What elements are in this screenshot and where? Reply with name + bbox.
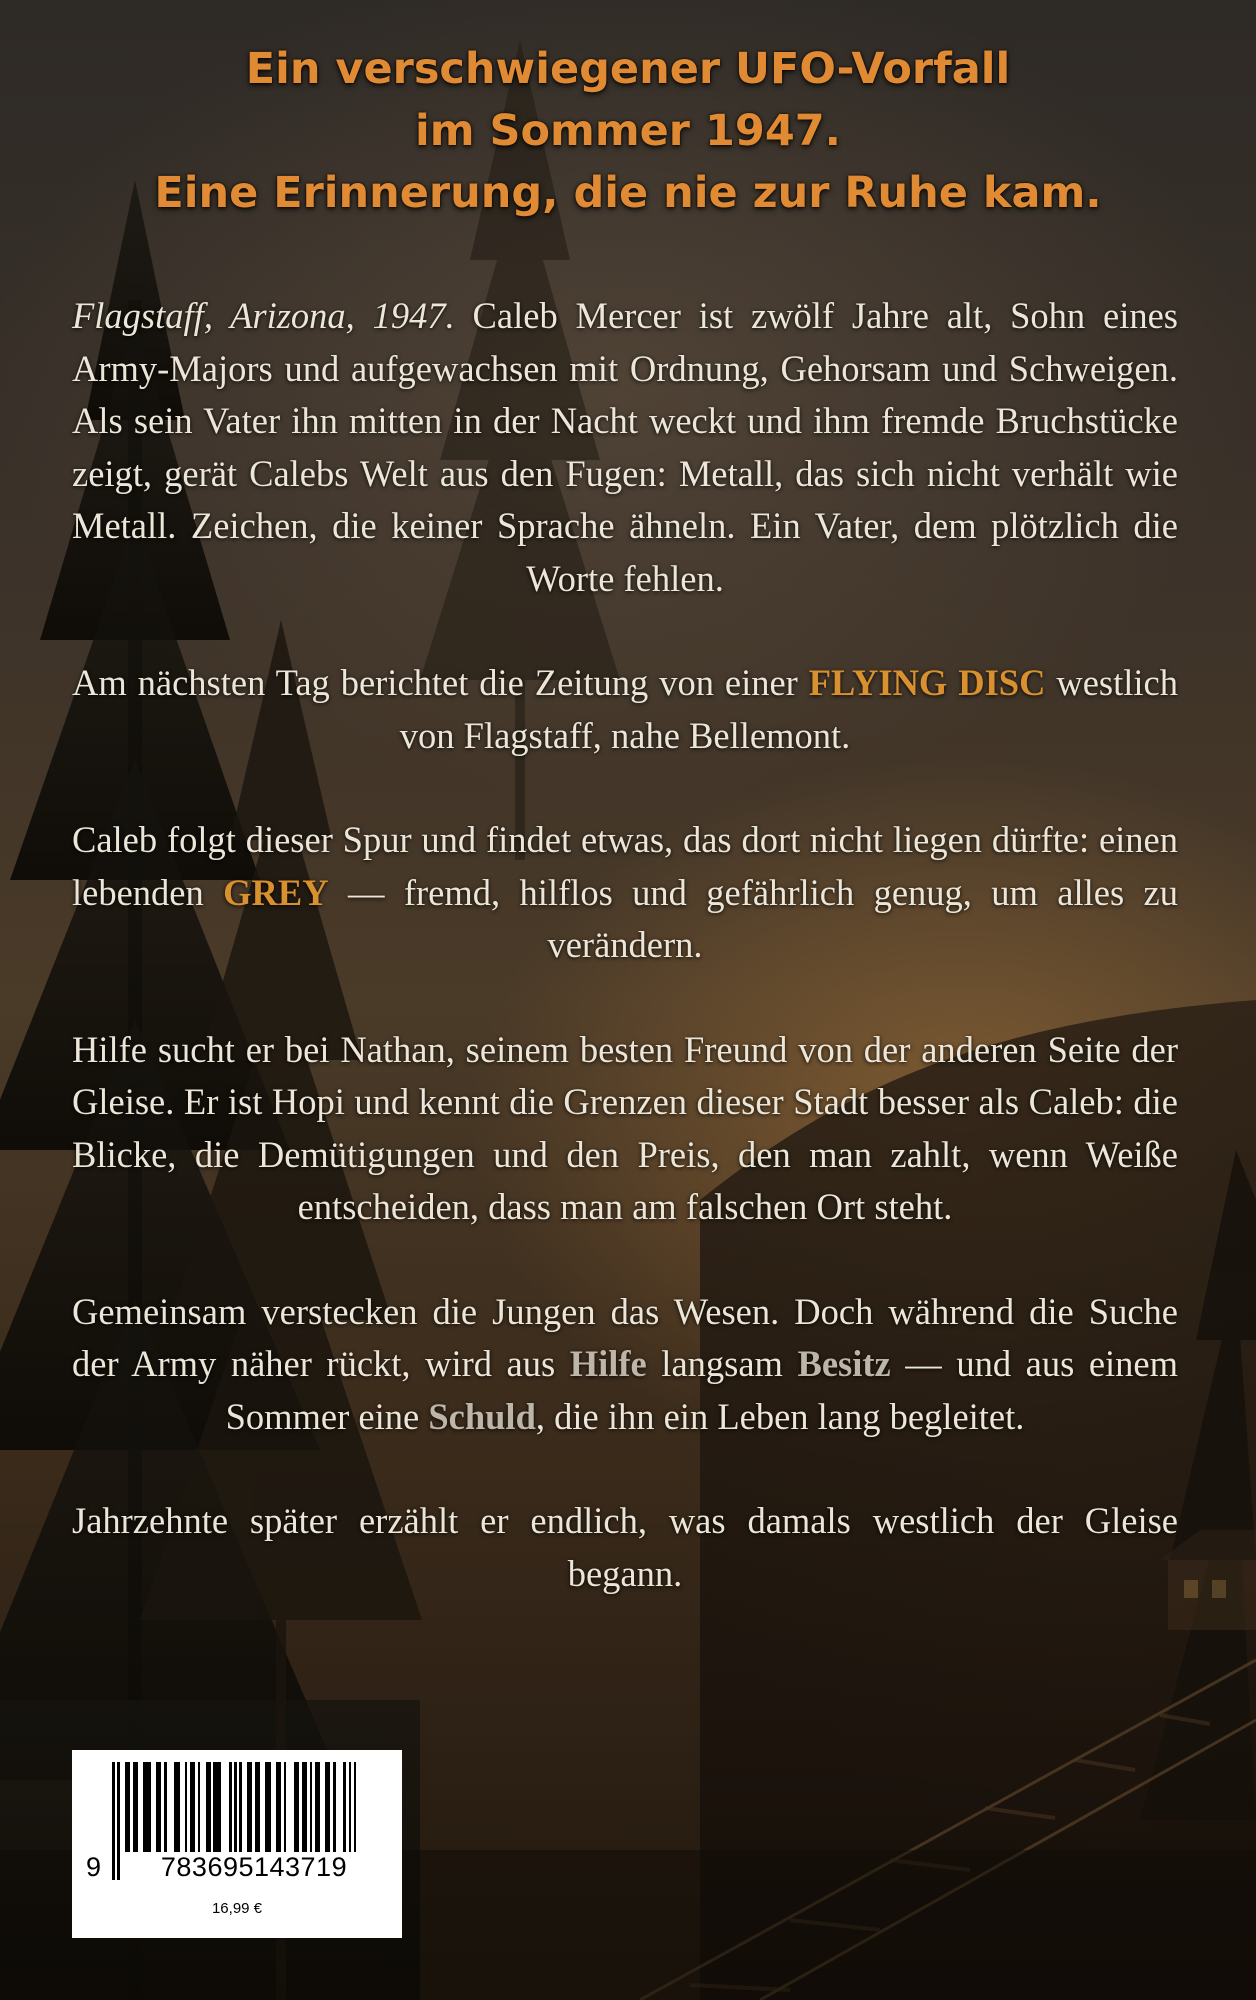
headline-line-1: Ein verschwiegener UFO-Vorfall: [245, 44, 1011, 94]
blurb-paragraph-5-text-b: langsam: [646, 1343, 798, 1384]
price-label: 16,99 €: [211, 1900, 263, 1917]
highlight-hilfe: Hilfe: [569, 1343, 647, 1384]
blurb-paragraph-3-text-b: — fremd, hilflos und gefährlich genug, um alles zu verändern.: [328, 871, 1178, 965]
isbn-digits: 783695143719: [120, 1852, 388, 1883]
blurb-place-date: Flagstaff, Arizona, 1947.: [72, 295, 455, 336]
highlight-besitz: Besitz: [797, 1343, 891, 1384]
barcode-guard-bar: [112, 1762, 115, 1880]
blurb-paragraph-2-text-a: Am nächsten Tag berichtet die Zeitung von einer: [72, 662, 809, 703]
blurb-paragraph-6: Jahrzehnte später erzählt er endlich, was damals westlich der Gleise begann.: [72, 1500, 1178, 1594]
headline-line-2: im Sommer 1947.: [415, 106, 841, 156]
isbn-barcode-box: [72, 1750, 402, 1938]
blurb-paragraph-1: [72, 290, 1178, 605]
blurb-paragraph-5-text-d: , die ihn ein Leben lang begleitet.: [535, 1395, 1025, 1437]
blurb-paragraph-2: [72, 657, 1178, 762]
blurb-paragraph-3: [72, 814, 1178, 972]
highlight-flying-disc: FLYING DISC: [808, 662, 1046, 703]
highlight-grey: GREY: [223, 871, 329, 913]
blurb-paragraph-1-text: Caleb Mercer ist zwölf Jahre alt, Sohn eines Army-Majors und aufgewachsen mit Ordnung, Gehorsam und Schweigen. Als sein Vater ihn mitten in der Nacht weckt und ihm fremde Bruchstücke zeigt, gerät Calebs Welt aus den Fugen: Metall, das sich nicht verhält wie Metall. Zeichen, die keiner Sprache ähneln. Ein Vater, dem plötzlich die Worte fehlen.: [72, 295, 1178, 599]
blurb-paragraph-3-text-a: Caleb folgt dieser Spur und findet etwas, das dort nicht liegen dürfte: einen lebenden: [72, 819, 1178, 913]
headline-line-3: Eine Erinnerung, die nie zur Ruhe kam.: [154, 168, 1102, 218]
highlight-schuld: Schuld: [428, 1395, 536, 1437]
blurb-paragraph-4: Hilfe sucht er bei Nathan, seinem besten Freund von der anderen Seite der Gleise. Er ist Hopi und kennt die Grenzen dieser Stadt besser als Caleb: die Blicke, die Demütigungen und den Preis, den man zahlt, wenn Weiße entscheiden, dass man am falschen Ort steht.: [72, 1028, 1178, 1227]
blurb-paragraph-5-text-a: Gemeinsam verstecken die Jungen das Wesen. Doch während die Suche der Army näher rückt, wird aus: [72, 1290, 1178, 1384]
blurb-paragraph-5: [72, 1286, 1178, 1444]
blurb-paragraph-5-text-c: — und aus einem Sommer eine: [225, 1343, 1179, 1437]
blurb-paragraph-2-text-b: westlich von Flagstaff, nahe Bellemont.: [399, 662, 1178, 756]
blurb-text: [72, 290, 1178, 1652]
isbn-first-digit: 9: [86, 1852, 102, 1882]
headline: [0, 38, 1256, 224]
